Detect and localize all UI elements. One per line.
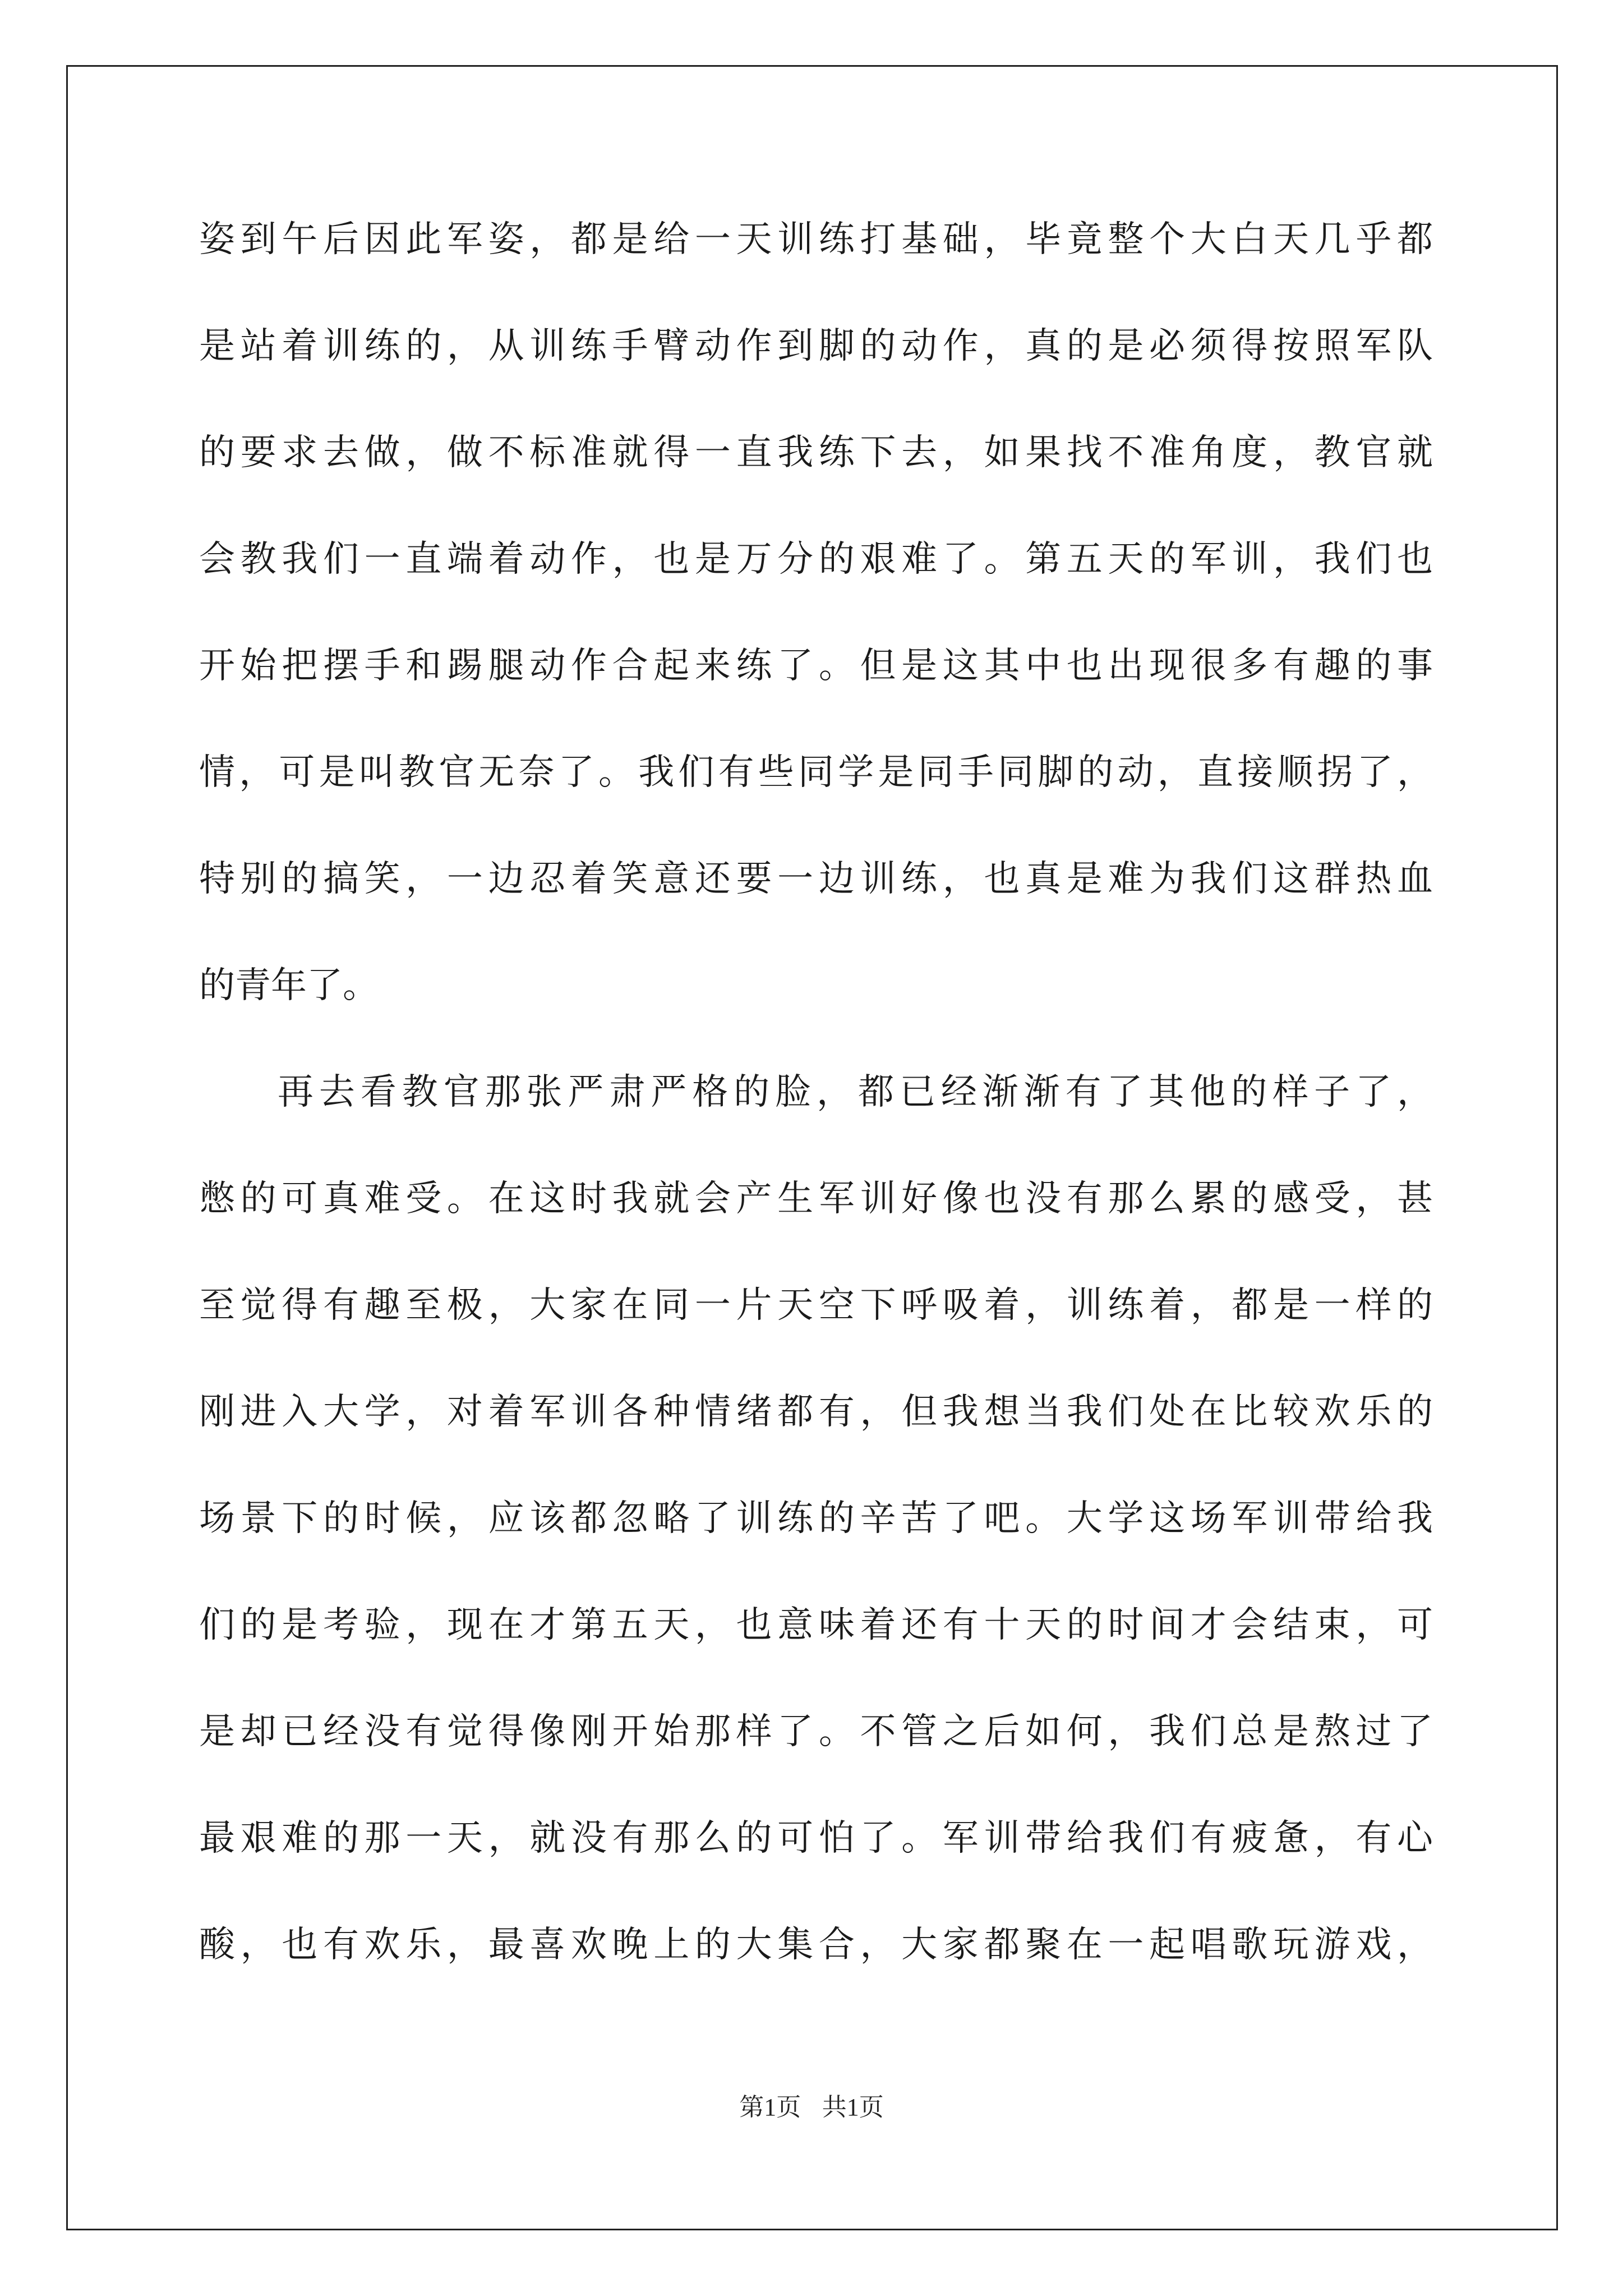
text-line: 再去看教官那张严肃严格的脸，都已经渐渐有了其他的样子了，	[278, 1071, 1433, 1113]
text-line: 情，可是叫教官无奈了。我们有些同学是同手同脚的动，直接顺拐了，	[199, 752, 1433, 793]
page-total: 共1页	[822, 2093, 884, 2121]
text-line: 的青年了。	[199, 965, 379, 1006]
text-line: 会教我们一直端着动作，也是万分的艰难了。第五天的军训，我们也	[199, 539, 1433, 580]
text-line: 憋的可真难受。在这时我就会产生军训好像也没有那么累的感受，甚	[199, 1178, 1433, 1220]
text-line: 特别的搞笑，一边忍着笑意还要一边训练，也真是难为我们这群热血	[199, 858, 1433, 900]
paragraph-2	[199, 1071, 1433, 2033]
paragraph-1	[199, 219, 1433, 1074]
text-line: 开始把摆手和踢腿动作合起来练了。但是这其中也出现很多有趣的事	[199, 645, 1433, 687]
page-number: 第1页	[739, 2093, 801, 2121]
text-line: 是站着训练的，从训练手臂动作到脚的动作，真的是必须得按照军队	[199, 325, 1433, 367]
text-line: 最艰难的那一天，就没有那么的可怕了。军训带给我们有疲惫，有心	[199, 1818, 1433, 1859]
text-line: 刚进入大学，对着军训各种情绪都有，但我想当我们处在比较欢乐的	[199, 1391, 1433, 1433]
text-line: 酸，也有欢乐，最喜欢晚上的大集合，大家都聚在一起唱歌玩游戏，	[199, 1924, 1433, 1966]
text-line: 场景下的时候，应该都忽略了训练的辛苦了吧。大学这场军训带给我	[199, 1498, 1433, 1539]
text-line: 的要求去做，做不标准就得一直我练下去，如果找不准角度，教官就	[199, 432, 1433, 473]
text-line: 姿到午后因此军姿，都是给一天训练打基础，毕竟整个大白天几乎都	[199, 219, 1433, 260]
document-body	[199, 219, 1433, 2033]
text-line: 们的是考验，现在才第五天，也意味着还有十天的时间才会结束，可	[199, 1604, 1433, 1646]
text-line: 是却已经没有觉得像刚开始那样了。不管之后如何，我们总是熬过了	[199, 1711, 1433, 1752]
page-footer	[0, 2087, 1623, 2123]
text-line: 至觉得有趣至极，大家在同一片天空下呼吸着，训练着，都是一样的	[199, 1285, 1433, 1326]
